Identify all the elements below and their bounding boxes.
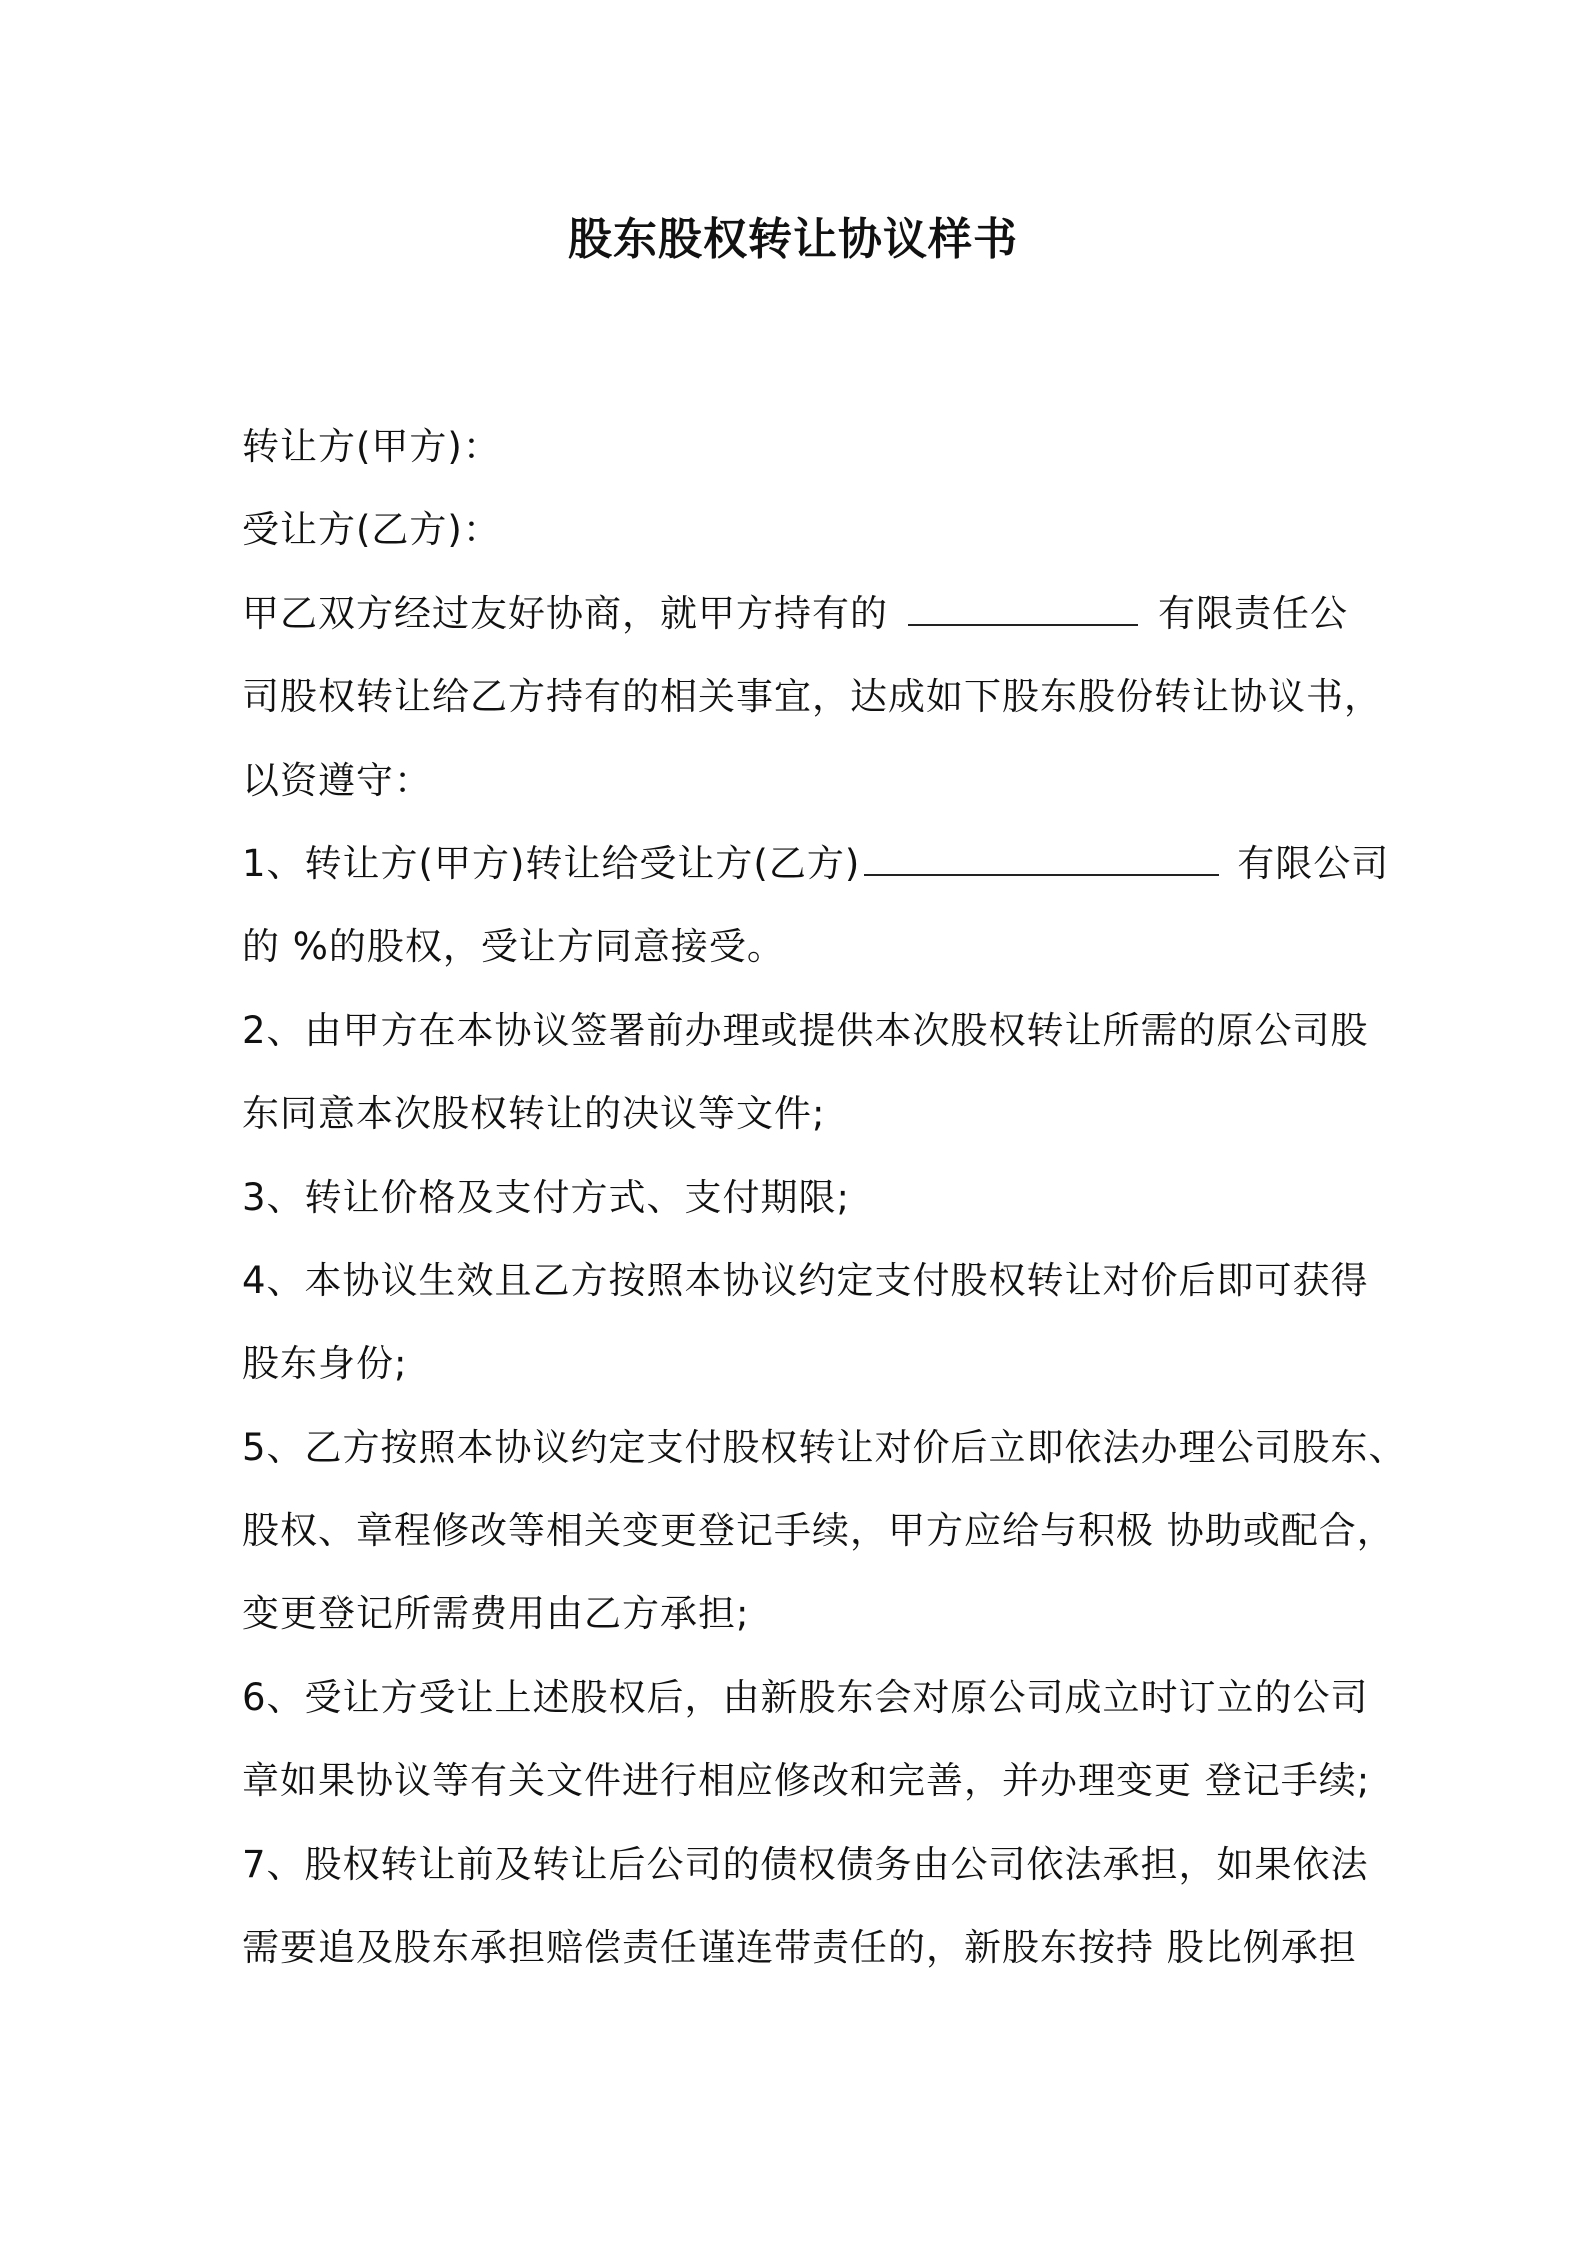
item-4-line-1: 4、本协议生效且乙方按照本协议约定支付股权转让对价后即可获得 [242,1258,1369,1302]
transferor-line: 转让方(甲方)： [242,425,501,468]
item-1-text-a: 1、转让方(甲方)转让给受让方(乙方) [242,841,861,885]
item-7-line-1: 7、股权转让前及转让后公司的债权债务由公司依法承担，如果依法 [242,1842,1369,1886]
item-1-text-b: 有限公司 [1237,841,1390,885]
item-2-line-1: 2、由甲方在本协议签署前办理或提供本次股权转让所需的原公司股 [242,1008,1369,1052]
item-6-line-2: 章如果协议等有关文件进行相应修改和完善，并办理变更 登记手续; [242,1759,1371,1803]
intro-text-b: 有限责任公 [1158,591,1348,635]
item-1-line-1 [242,822,1390,905]
item-3-line: 3、转让价格及支付方式、支付期限; [242,1175,851,1219]
intro-line-3: 以资遵守： [242,758,432,802]
intro-text-a: 甲乙双方经过友好协商，就甲方持有的 [242,591,888,635]
document-title: 股东股权转让协议样书 [568,214,1018,265]
intro-line-2: 司股权转让给乙方持有的相关事宜，达成如下股东股份转让协议书， [242,675,1382,719]
item-7-line-2: 需要追及股东承担赔偿责任谨连带责任的，新股东按持 股比例承担 [242,1926,1357,1970]
transferee-line: 受让方(乙方)： [242,508,501,552]
intro-line-1 [242,572,1352,655]
item-1-line-2: 的 %的股权，受让方同意接受。 [242,925,785,969]
company-name-blank [908,594,1138,626]
item-5-line-2: 股权、章程修改等相关变更登记手续，甲方应给与积极 协助或配合， [242,1509,1395,1553]
item-5-line-3: 变更登记所需费用由乙方承担; [242,1592,750,1636]
company-blank [864,844,1219,876]
item-4-line-2: 股东身份; [242,1342,408,1386]
item-2-line-2: 东同意本次股权转让的决议等文件; [242,1092,826,1136]
item-6-line-1: 6、受让方受让上述股权后，由新股东会对原公司成立时订立的公司 [242,1675,1369,1719]
item-5-line-1: 5、乙方按照本协议约定支付股权转让对价后立即依法办理公司股东、 [242,1425,1407,1469]
document-body [242,405,1407,1989]
